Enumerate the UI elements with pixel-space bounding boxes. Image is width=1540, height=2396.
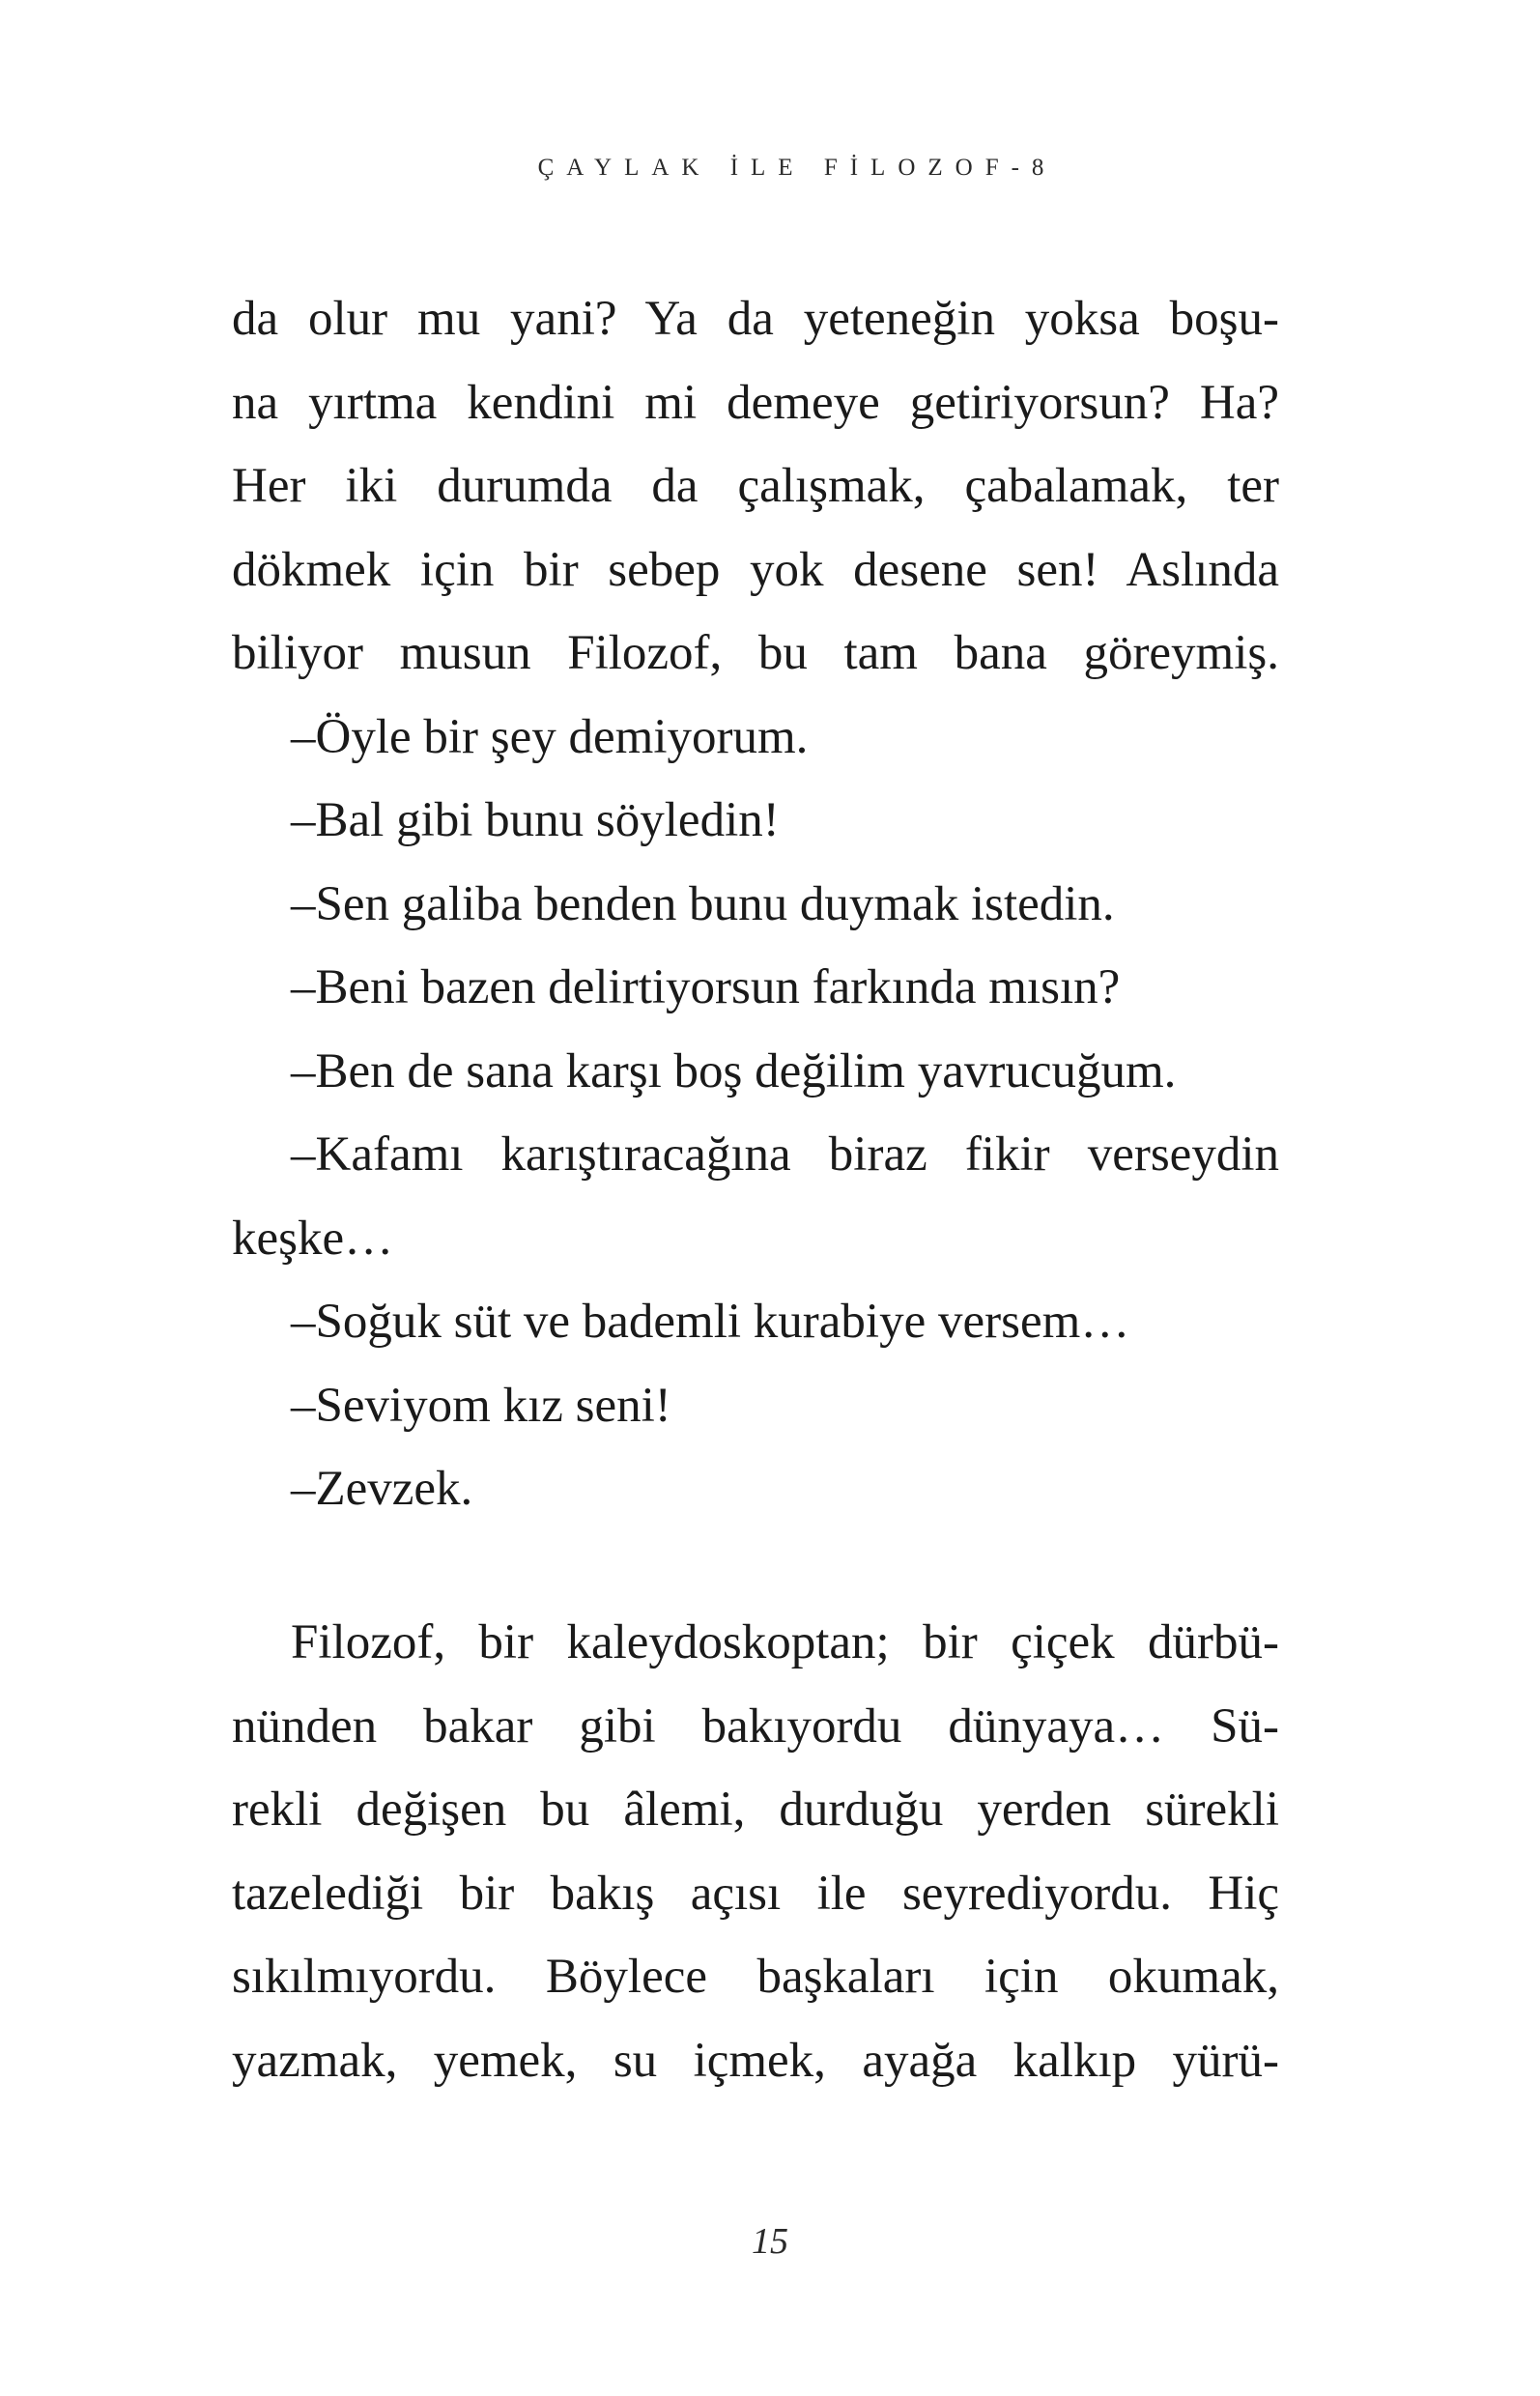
dialogue-line: –Beni bazen delirtiyorsun farkında mısın?	[291, 960, 1121, 1014]
text-block-dialogue	[232, 277, 1279, 1531]
dialogue-line: –Ben de sana karşı boş değilim yavrucuğum.	[291, 1043, 1177, 1098]
text-block-paragraph	[232, 1601, 1279, 2102]
dialogue-line: –Soğuk süt ve bademli kurabiye versem…	[291, 1295, 1130, 1349]
text-line: biliyor musun Filozof, bu tam bana göreymiş.	[232, 626, 1279, 680]
paragraph-line: nünden bakar gibi bakıyordu dünyaya… Sü-	[232, 1698, 1279, 1754]
text-line: dökmek için bir sebep yok desene sen! Aslında	[232, 542, 1279, 597]
paragraph-line: tazelediği bir bakış açısı ile seyrediyordu. Hiç	[232, 1866, 1279, 1921]
paragraph-line: Filozof, bir kaleydoskoptan; bir çiçek dürbü-	[291, 1615, 1279, 1669]
text-line: na yırtma kendini mi demeye getiriyorsun? Ha?	[232, 375, 1279, 430]
dialogue-line: –Sen galiba benden bunu duymak istedin.	[291, 876, 1115, 931]
text-line: Her iki durumda da çalışmak, çabalamak, ter	[232, 459, 1279, 513]
dialogue-line: –Seviyom kız seni!	[291, 1378, 671, 1433]
dialogue-line: –Bal gibi bunu söyledin!	[291, 793, 780, 847]
paragraph-line: sıkılmıyordu. Böylece başkaları için okumak,	[232, 1950, 1279, 2004]
paragraph-line: yazmak, yemek, su içmek, ayağa kalkıp yürü-	[232, 2033, 1279, 2088]
text-line: da olur mu yani? Ya da yeteneğin yoksa boşu-	[232, 292, 1279, 346]
page-number: 15	[752, 2221, 788, 2262]
dialogue-line: keşke…	[232, 1211, 394, 1266]
running-header: ÇAYLAK İLE FİLOZOF-8	[537, 155, 1057, 181]
dialogue-line: –Öyle bir şey demiyorum.	[291, 709, 809, 764]
dialogue-line: –Zevzek.	[291, 1462, 473, 1516]
dialogue-line: –Kafamı karıştıracağına biraz fikir verseydin	[291, 1127, 1279, 1182]
paragraph-line: rekli değişen bu âlemi, durduğu yerden sürekli	[232, 1783, 1279, 1837]
